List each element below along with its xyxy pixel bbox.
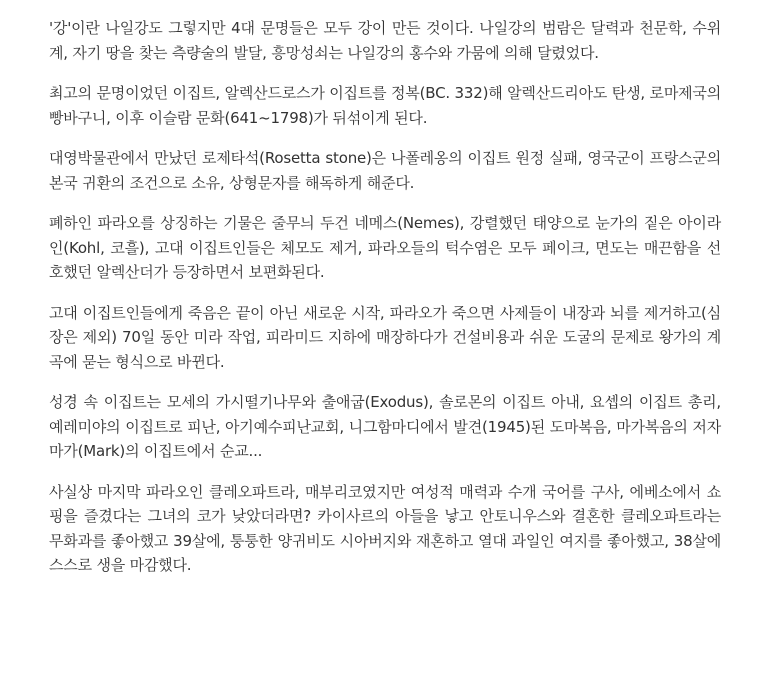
article-body [49,16,721,578]
paragraph-pharaoh-symbols: 폐하인 파라오를 상징하는 기물은 줄무늬 두건 네메스(Nemes), 강렬했던 태양으로 눈가의 짙은 아이라인(Kohl, 코흘), 고대 이집트인들은 체모도 제거, 파라오들의 턱수염은 모두 페이크, 면도는 매끈함을 선호했던 알렉산더가 등장하면서 보편화된다. [49,214,721,281]
paragraph-mummification: 고대 이집트인들에게 죽음은 끝이 아닌 새로운 시작, 파라오가 죽으면 사제들이 내장과 뇌를 제거하고(심장은 제외) 70일 동안 미라 작업, 피라미드 지하에 매장하다가 건설비용과 쉬운 도굴의 문제로 왕가의 계곡에 묻는 형식으로 바뀐다. [49,303,721,371]
paragraph-bible-egypt: 성경 속 이집트는 모세의 가시떨기나무와 출애굽(Exodus), 솔로몬의 이집트 아내, 요셉의 이집트 총리, 예레미야의 이집트로 피난, 아기예수피난교회, 니그함마디에서 발견(1945)된 도마복음, 마가복음의 저자 마가(Mark)의 이집트에서 순교... [49,393,721,460]
paragraph-cleopatra: 사실상 마지막 파라오인 클레오파트라, 매부리코였지만 여성적 매력과 수개 국어를 구사, 에베소에서 쇼핑을 즐겼다는 그녀의 코가 낮았더라면? 카이사르의 아들을 낳고 안토니우스와 결혼한 클레오파트라는 무화과를 좋아했고 39살에, 퉁퉁한 양귀비도 시아버지와 재혼하고 열대 과일인 여지를 좋아했고, 38살에 스스로 생을 마감했다. [49,482,721,574]
paragraph-rivers: '강'이란 나일강도 그렇지만 4대 문명들은 모두 강이 만든 것이다. 나일강의 범람은 달력과 천문학, 수위계, 자기 땅을 찾는 측량술의 발달, 흥망성쇠는 나일강의 홍수와 가뭄에 의해 달렸었다. [49,19,721,62]
paragraph-egypt-history: 최고의 문명이었던 이집트, 알렉산드로스가 이집트를 정복(BC. 332)해 알렉산드리아도 탄생, 로마제국의 빵바구니, 이후 이슬람 문화(641~1798)가 뒤섞이게 된다. [49,84,721,127]
paragraph-rosetta-stone: 대영박물관에서 만났던 로제타석(Rosetta stone)은 나폴레옹의 이집트 원정 실패, 영국군이 프랑스군의 본국 귀환의 조건으로 소유, 상형문자를 해독하게 해준다. [49,149,721,192]
